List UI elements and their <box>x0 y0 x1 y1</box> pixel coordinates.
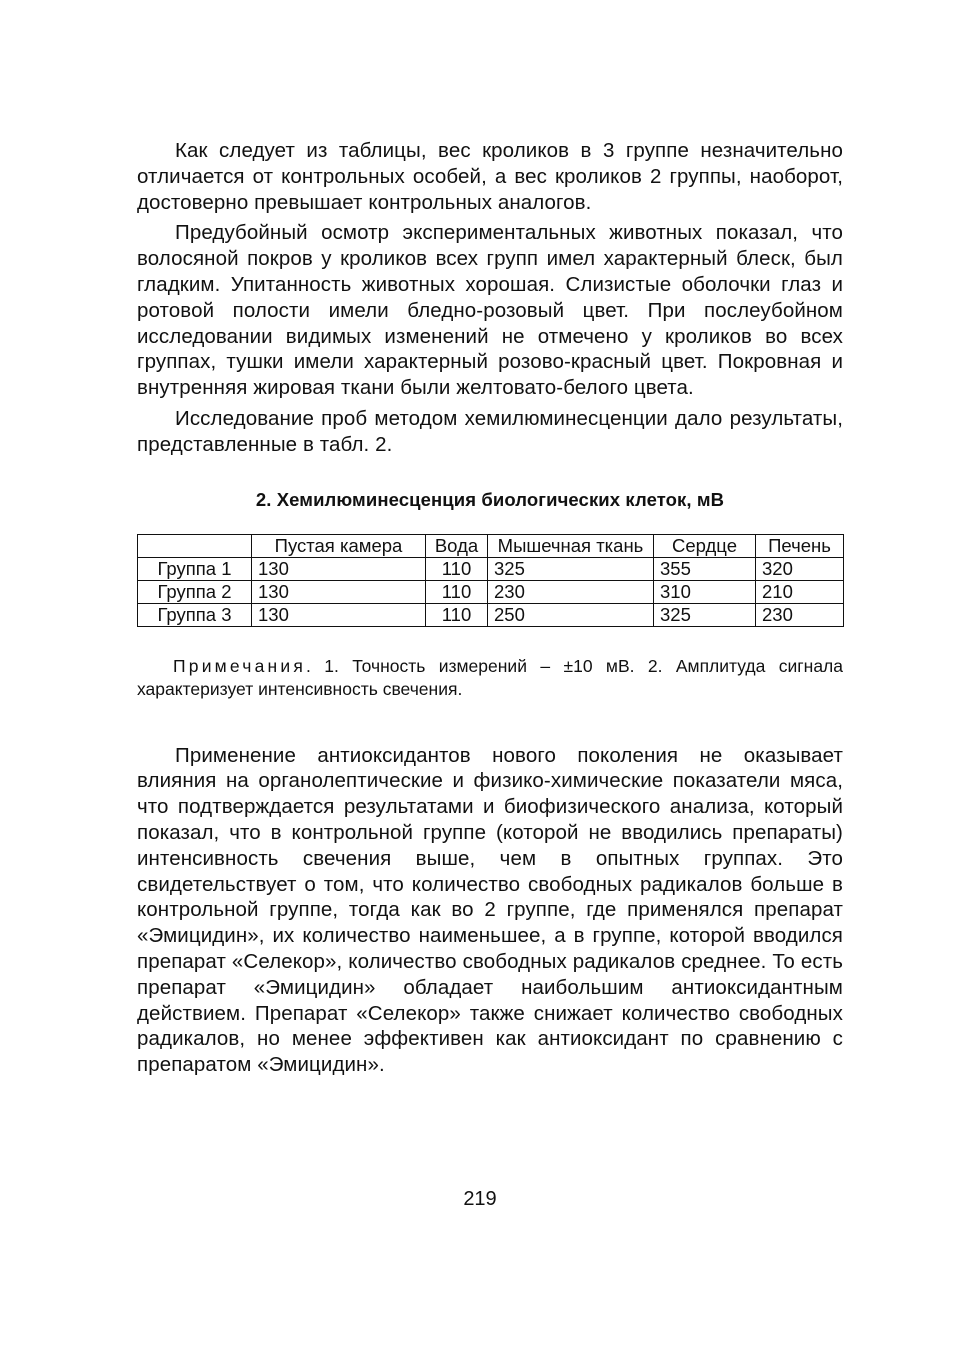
table-header-cell: Вода <box>426 534 488 557</box>
table-cell: 250 <box>488 603 654 626</box>
paragraph-1: Как следует из таблицы, вес кроликов в 3 группе незначительно отличается от контрольных особей, а вес кроликов 2 группы, наоборот, достоверно превышает контрольных аналогов. <box>137 139 843 214</box>
table-cell: 110 <box>426 557 488 580</box>
paragraph-2: Предубойный осмотр экспериментальных животных показал, что волосяной покров у кроликов всех групп имел характерный блеск, был гладким. Упитанность животных хорошая. Слизистые оболочки глаз и ротовой полости имели бледно-розовый цвет. При послеубойном исследовании видимых изменений не отмечено у кроликов во всех группах, тушки имели характерный розово-красный цвет. Покровная и внутренняя жировая ткани были желтовато-белого цвета. <box>137 221 843 400</box>
table-cell: 320 <box>756 557 844 580</box>
table-cell: 130 <box>252 557 426 580</box>
table-header-row <box>138 534 844 557</box>
table-cell: 130 <box>252 580 426 603</box>
table-notes <box>137 655 843 701</box>
notes-text: . 1. Точность измерений – ±10 мВ. 2. Амплитуда сигнала характеризует интенсивность свечения. <box>137 655 843 699</box>
paragraph-3: Исследование проб методом хемилюминесценции дало результаты, представленные в табл. 2. <box>137 406 843 456</box>
row-label: Группа 1 <box>138 557 252 580</box>
table-header-cell <box>138 534 252 557</box>
row-label: Группа 2 <box>138 580 252 603</box>
table-cell: 210 <box>756 580 844 603</box>
table-cell: 230 <box>756 603 844 626</box>
table-row <box>138 580 844 603</box>
table-title: 2. Хемилюминесценция биологических клеток, мВ <box>255 488 725 510</box>
table-header-cell: Пустая камера <box>252 534 426 557</box>
chemiluminescence-table <box>137 534 844 627</box>
table-header-cell: Мышечная ткань <box>488 534 654 557</box>
row-label: Группа 3 <box>138 603 252 626</box>
table-row <box>138 557 844 580</box>
table-header-cell: Сердце <box>654 534 756 557</box>
table-cell: 325 <box>654 603 756 626</box>
table-cell: 110 <box>426 603 488 626</box>
page-body <box>137 138 843 1078</box>
table-cell: 310 <box>654 580 756 603</box>
table-cell: 110 <box>426 580 488 603</box>
table-row <box>138 603 844 626</box>
paragraph-4: Применение антиоксидантов нового поколения не оказывает влияния на органолептические и физико-химические показатели мяса, что подтверждается результатами и биофизического анализа, который показал, что в контрольной группе (которой не вводились препараты) интенсивность свечения выше, чем в опытных группах. Это свидетельствует о том, что количество свободных радикалов больше в контрольной группе, тогда как во 2 группе, где применялся препарат «Эмицидин», их количество наименьшее, а в группе, которой вводился препарат «Селекор», количество свободных радикалов среднее. То есть препарат «Эмицидин» обладает наибольшим антиоксидантным действием. Препарат «Селекор» также снижает количество свободных радикалов, но менее эффективен как антиоксидант по сравнению с препаратом «Эмицидин». <box>137 743 843 1077</box>
table-header-cell: Печень <box>756 534 844 557</box>
table-cell: 355 <box>654 557 756 580</box>
notes-label: Примечания <box>173 655 307 676</box>
page-number: 219 <box>463 1188 497 1210</box>
table-cell: 230 <box>488 580 654 603</box>
table-cell: 325 <box>488 557 654 580</box>
table-cell: 130 <box>252 603 426 626</box>
